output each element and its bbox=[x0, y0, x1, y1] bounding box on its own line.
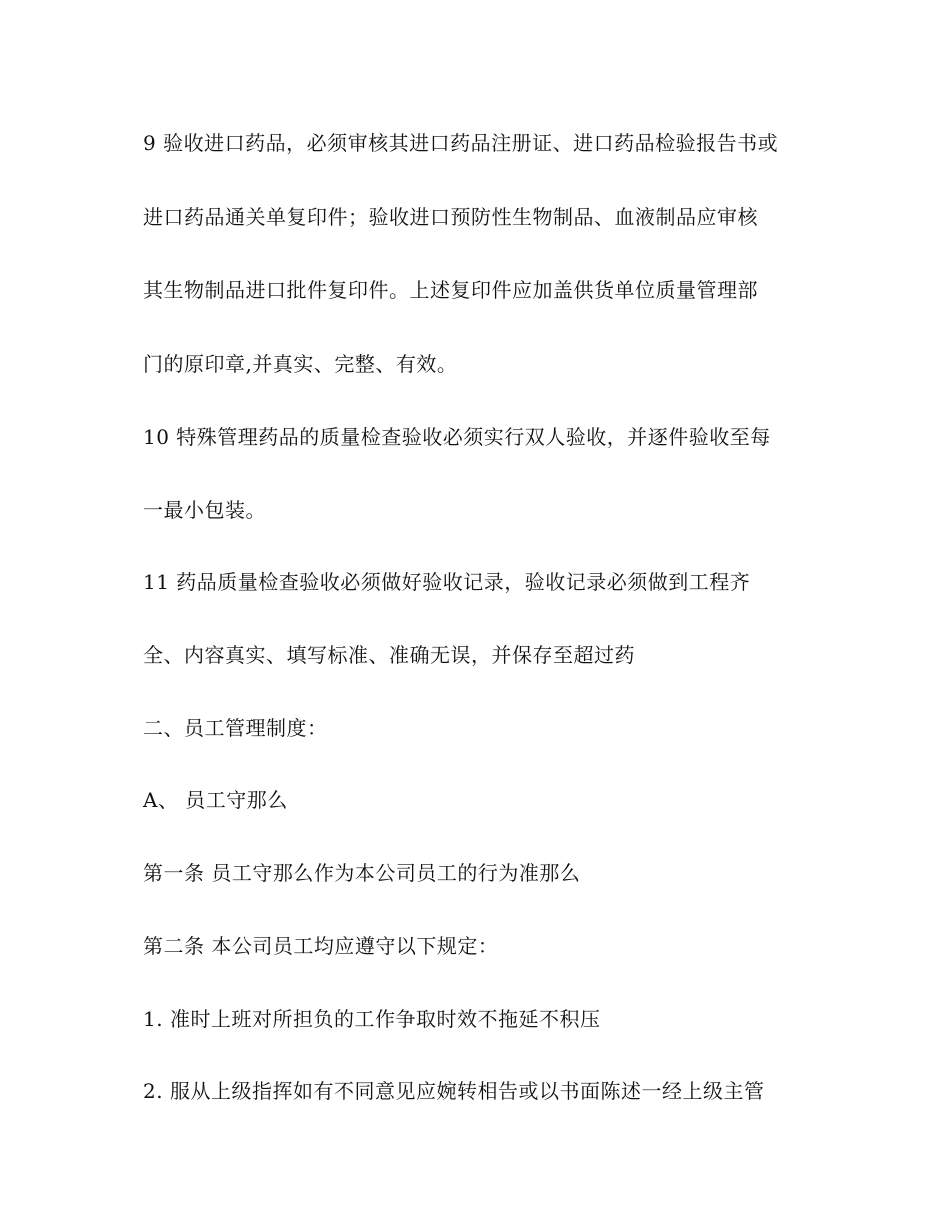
paragraph-line-7: 11 药品质量检查验收必须做好验收记录，验收记录必须做到工程齐 bbox=[143, 570, 751, 594]
paragraph-line-8: 全、内容真实、填写标准、准确无误，并保存至超过药 bbox=[143, 643, 635, 667]
paragraph-line-2: 进口药品通关单复印件；验收进口预防性生物制品、血液制品应审核 bbox=[143, 205, 758, 229]
section-heading: 二、员工管理制度： bbox=[143, 716, 328, 740]
paragraph-line-6: 一最小包装。 bbox=[143, 498, 266, 522]
paragraph-line-3: 其生物制品进口批件复印件。上述复印件应加盖供货单位质量管理部 bbox=[143, 278, 758, 302]
paragraph-line-5: 10 特殊管理药品的质量检查验收必须实行双人验收，并逐件验收至每 bbox=[143, 425, 771, 449]
paragraph-line-4: 门的原印章,并真实、完整、有效。 bbox=[143, 352, 458, 376]
article-line-2: 第二条 本公司员工均应遵守以下规定： bbox=[143, 934, 499, 958]
list-item-1: 1. 准时上班对所担负的工作争取时效不拖延不积压 bbox=[143, 1007, 601, 1031]
list-item-2: 2. 服从上级指挥如有不同意见应婉转相告或以书面陈述一经上级主管 bbox=[143, 1079, 765, 1103]
article-line-1: 第一条 员工守那么作为本公司员工的行为准那么 bbox=[143, 861, 581, 885]
subsection-heading: A、 员工守那么 bbox=[143, 788, 288, 812]
paragraph-line-1: 9 验收进口药品，必须审核其进口药品注册证、进口药品检验报告书或 bbox=[143, 131, 779, 155]
